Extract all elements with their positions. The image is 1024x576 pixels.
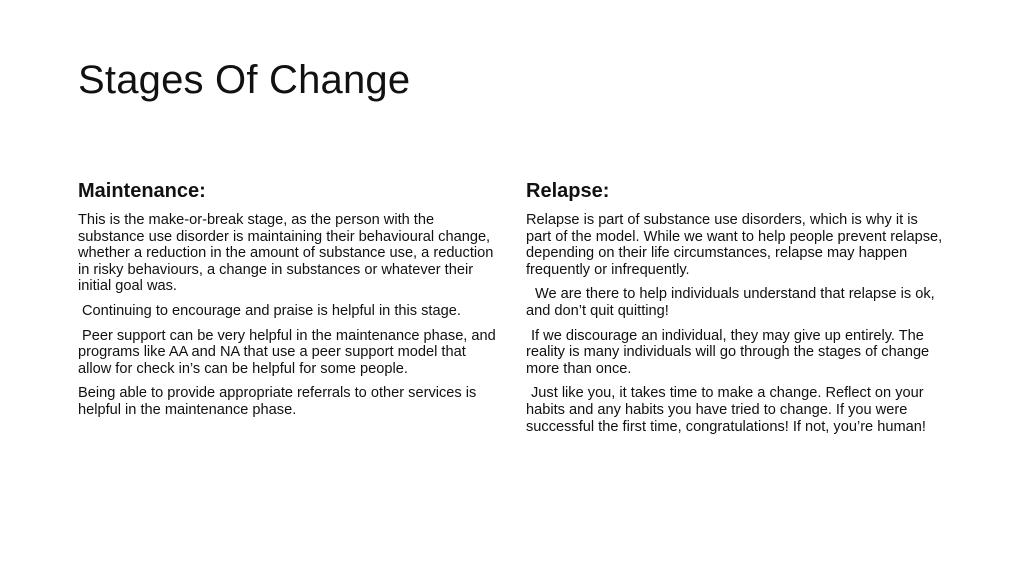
maintenance-paragraph-2: Continuing to encourage and praise is helpful in this stage. [82,302,461,319]
maintenance-paragraph-4: Being able to provide appropriate referrals to other services is helpful in the maintenance phase. [78,385,477,418]
maintenance-column [78,178,502,427]
relapse-paragraph-4: Just like you, it takes time to make a change. Reflect on your habits and any habits you have tried to change. If you were successful the first time, congratulations! If not, you’re human! [526,385,926,435]
relapse-heading: Relapse: [526,180,610,202]
relapse-paragraph-1: Relapse is part of substance use disorders, which is why it is part of the model. While we want to help people prevent relapse, depending on their life circumstances, relapse may happen frequently or infrequently. [526,212,943,278]
relapse-paragraph-3: If we discourage an individual, they may give up entirely. The reality is many individuals will go through the stages of change more than once. [526,327,930,377]
maintenance-paragraph-1: This is the make-or-break stage, as the person with the substance use disorder is maintaining their behavioural change, whether a reduction in the amount of substance use, a reduction in risky behaviours, a change in substances or whatever their initial goal was. [78,212,494,295]
maintenance-paragraph-3: Peer support can be very helpful in the maintenance phase, and programs like AA and NA that use a peer support model that allow for check in’s can be helpful for some people. [78,327,496,377]
relapse-column [526,178,944,443]
maintenance-heading: Maintenance: [78,180,206,202]
slide-title: Stages Of Change [78,58,411,102]
relapse-paragraph-2: We are there to help individuals understand that relapse is ok, and don’t quit quitting! [526,286,935,319]
